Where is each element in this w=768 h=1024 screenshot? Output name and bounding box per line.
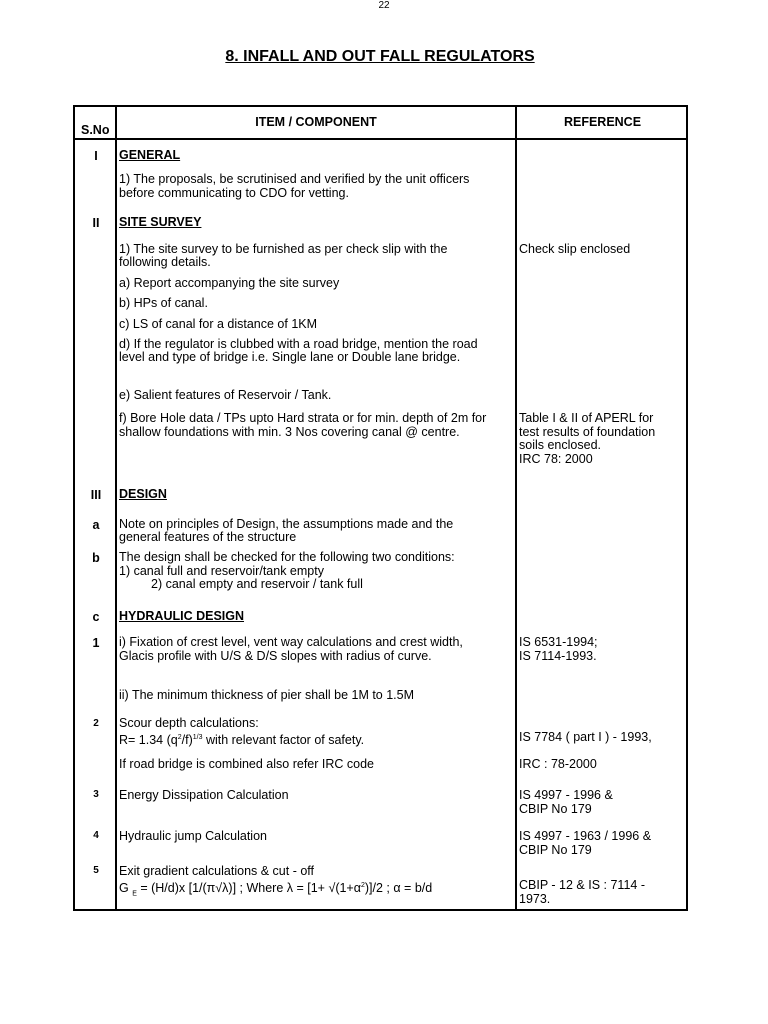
ref-3-line1: IS 4997 - 1996 &	[519, 788, 613, 802]
page-title: 8. INFALL AND OUT FALL REGULATORS	[225, 48, 535, 65]
site-survey-p1-line1: 1) The site survey to be furnished as per check slip with the	[119, 242, 448, 256]
section-hydraulic-design: HYDRAULIC DESIGN	[119, 609, 245, 623]
sno-5: 5	[93, 865, 99, 876]
page-number: 22	[378, 0, 390, 11]
sno-III: III	[90, 488, 102, 502]
ref-1-line2: IS 7114-1993.	[519, 649, 597, 663]
sno-3: 3	[93, 789, 99, 800]
ref-5-line1: CBIP - 12 & IS : 7114 -	[519, 878, 645, 892]
ref-2: IS 7784 ( part I ) - 1993,	[519, 730, 652, 744]
ref-check-slip: Check slip enclosed	[519, 242, 631, 256]
site-survey-f-line2: shallow foundations with min. 3 Nos covering canal @ centre.	[119, 425, 460, 439]
hydraulic-5-line1: Exit gradient calculations & cut - off	[119, 864, 315, 878]
design-b-line2: 1) canal full and reservoir/tank empty	[119, 564, 324, 578]
design-b-line3: 2) canal empty and reservoir / tank full	[151, 577, 363, 591]
site-survey-a: a) Report accompanying the site survey	[119, 276, 340, 290]
design-a-line2: general features of the structure	[119, 530, 297, 544]
design-b-line1: The design shall be checked for the following two conditions:	[119, 550, 455, 564]
site-survey-d-line2: level and type of bridge i.e. Single lane or Double lane bridge.	[119, 350, 461, 364]
ref-2-road: IRC : 78-2000	[519, 757, 597, 771]
exit-gradient-formula: G $_E$ = (H/d)x [1/(π√λ)] ; Where $\lambda = [1+ √(1+\alpha^2)]/2$ ; α = b/d	[119, 881, 433, 898]
sno-II: II	[92, 216, 100, 230]
hydraulic-4: Hydraulic jump Calculation	[119, 829, 267, 843]
ref-4-line2: CBIP No 179	[519, 843, 592, 857]
header-item: ITEM / COMPONENT	[255, 115, 377, 129]
ref-f-line4: IRC 78: 2000	[519, 452, 593, 466]
header-reference: REFERENCE	[563, 115, 642, 129]
scour-formula: R= 1.34 $(q^2/f)^{1/3}$ with relevant factor of safety.	[119, 733, 365, 748]
design-a-line1: Note on principles of Design, the assumptions made and the	[119, 517, 454, 531]
ref-f-line3: soils enclosed.	[519, 438, 601, 452]
section-general: GENERAL	[119, 148, 181, 162]
sno-I: I	[94, 149, 98, 163]
site-survey-b: b) HPs of canal.	[119, 296, 208, 310]
site-survey-e: e) Salient features of Reservoir / Tank.	[119, 388, 332, 402]
hydraulic-1-ii: ii) The minimum thickness of pier shall be 1M to 1.5M	[119, 688, 415, 702]
general-p1-line1: 1) The proposals, be scrutinised and verified by the unit officers	[119, 172, 470, 186]
general-p1-line2: before communicating to CDO for vetting.	[119, 186, 349, 200]
hydraulic-2-line1: Scour depth calculations:	[119, 716, 259, 730]
header-sno: S.No	[81, 123, 110, 137]
hydraulic-2-road: If road bridge is combined also refer IRC code	[119, 757, 374, 771]
ref-f-line2: test results of foundation	[519, 425, 656, 439]
hydraulic-3: Energy Dissipation Calculation	[119, 788, 289, 802]
checklist-table	[73, 105, 688, 911]
column-divider-reference	[515, 107, 517, 909]
sno-a: a	[92, 518, 100, 532]
sno-b: b	[92, 551, 100, 565]
site-survey-c: c) LS of canal for a distance of 1KM	[119, 317, 318, 331]
section-design: DESIGN	[119, 487, 167, 501]
ref-f-line1: Table I & II of APERL for	[519, 411, 654, 425]
hydraulic-1-line2: Glacis profile with U/S & D/S slopes with radius of curve.	[119, 649, 432, 663]
sno-c: c	[92, 610, 100, 624]
ref-5-line2: 1973.	[519, 892, 551, 906]
site-survey-f-line1: f) Bore Hole data / TPs upto Hard strata or for min. depth of 2m for	[119, 411, 487, 425]
hydraulic-1-line1: i) Fixation of crest level, vent way calculations and crest width,	[119, 635, 463, 649]
section-site-survey: SITE SURVEY	[119, 215, 202, 229]
ref-3-line2: CBIP No 179	[519, 802, 592, 816]
sno-2: 2	[93, 718, 99, 729]
site-survey-d-line1: d) If the regulator is clubbed with a road bridge, mention the road	[119, 337, 478, 351]
ref-4-line1: IS 4997 - 1963 / 1996 &	[519, 829, 652, 843]
sno-4: 4	[93, 830, 99, 841]
site-survey-p1-line2: following details.	[119, 255, 211, 269]
header-divider	[75, 138, 686, 140]
ref-1-line1: IS 6531-1994;	[519, 635, 598, 649]
sno-1: 1	[92, 636, 100, 650]
